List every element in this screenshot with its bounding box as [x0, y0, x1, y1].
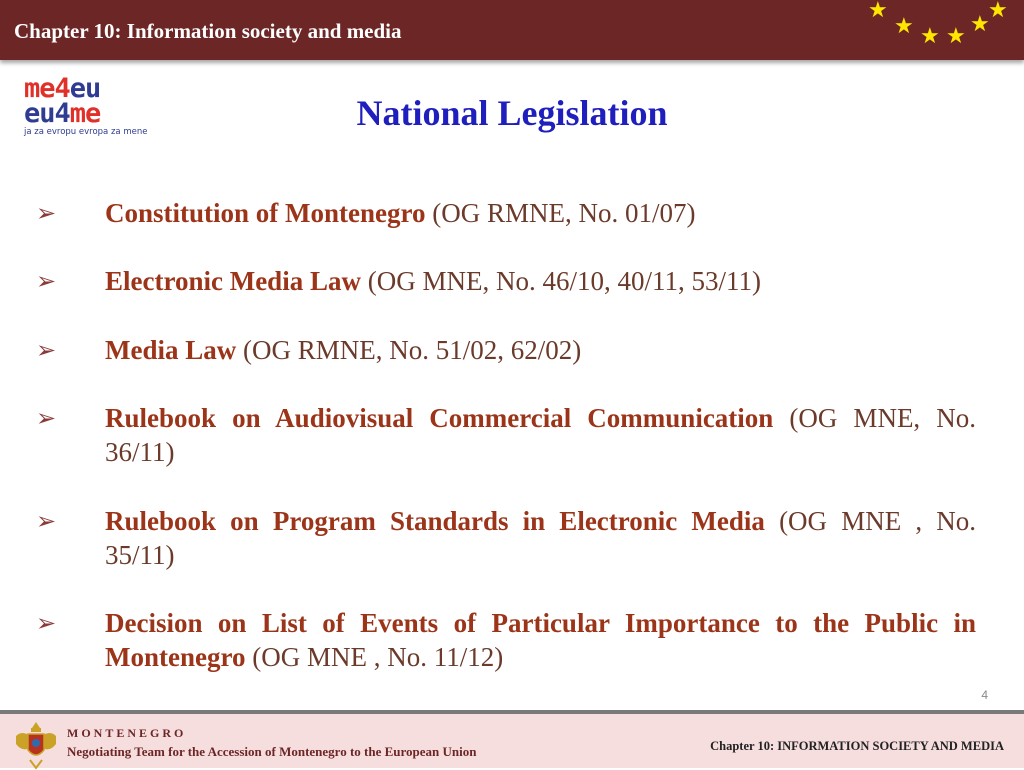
eu-stars-decoration: [868, 0, 1024, 60]
star-icon: ★: [988, 0, 1008, 23]
law-name: Rulebook on Program Standards in Electronic Media: [105, 506, 765, 536]
slide-title: National Legislation: [356, 93, 668, 133]
page-number: 4: [981, 688, 988, 702]
star-icon: ★: [868, 0, 888, 23]
arrow-bullet-icon: ➢: [36, 199, 57, 227]
star-icon: ★: [920, 24, 940, 49]
gazette-reference: (OG MNE , No. 11/12): [245, 642, 504, 672]
law-name: Electronic Media Law: [105, 266, 361, 296]
footer-team: Negotiating Team for the Accession of Montenegro to the European Union: [67, 744, 477, 759]
law-name: Media Law: [105, 335, 237, 365]
list-item-text: [105, 264, 976, 298]
arrow-bullet-icon: ➢: [36, 267, 57, 295]
star-icon: ★: [946, 24, 966, 49]
coat-of-arms-icon: [12, 718, 60, 770]
footer-bar: [0, 710, 1024, 768]
header-bar: [0, 0, 1024, 60]
list-item-text: [105, 196, 976, 230]
arrow-bullet-icon: ➢: [36, 336, 57, 364]
gazette-reference: (OG RMNE, No. 01/07): [425, 198, 696, 228]
footer-chapter: Chapter 10: INFORMATION SOCIETY AND MEDIA: [710, 739, 1004, 753]
gazette-reference: (OG RMNE, No. 51/02, 62/02): [236, 335, 582, 365]
law-name: Constitution of Montenegro: [105, 198, 426, 228]
header-title: Chapter 10: Information society and media: [14, 19, 402, 43]
law-name: Decision on List of Events of Particular Importance to the Public in Montenegro: [105, 608, 976, 672]
arrow-bullet-icon: ➢: [36, 404, 57, 432]
logo-line-2: eu4me: [24, 98, 101, 129]
list-item-text: [105, 401, 976, 469]
arrow-bullet-icon: ➢: [36, 609, 57, 637]
law-name: Rulebook on Audiovisual Commercial Communication: [105, 403, 774, 433]
arrow-bullet-icon: ➢: [36, 507, 57, 535]
footer-country: MONTENEGRO: [67, 726, 187, 740]
star-icon: ★: [970, 12, 990, 37]
logo-line-1: me4eu: [24, 73, 101, 104]
list-item-text: [105, 504, 976, 572]
list-item-text: [105, 606, 976, 674]
logo-tagline: ja za evropu evropa za mene: [24, 127, 148, 137]
gazette-reference: (OG MNE, No. 46/10, 40/11, 53/11): [360, 266, 761, 296]
list-item-text: [105, 333, 976, 367]
gazette-reference: (OG MNE, No. 36/11): [105, 403, 976, 467]
star-icon: ★: [894, 14, 914, 39]
gazette-reference: (OG MNE , No. 35/11): [105, 506, 976, 570]
